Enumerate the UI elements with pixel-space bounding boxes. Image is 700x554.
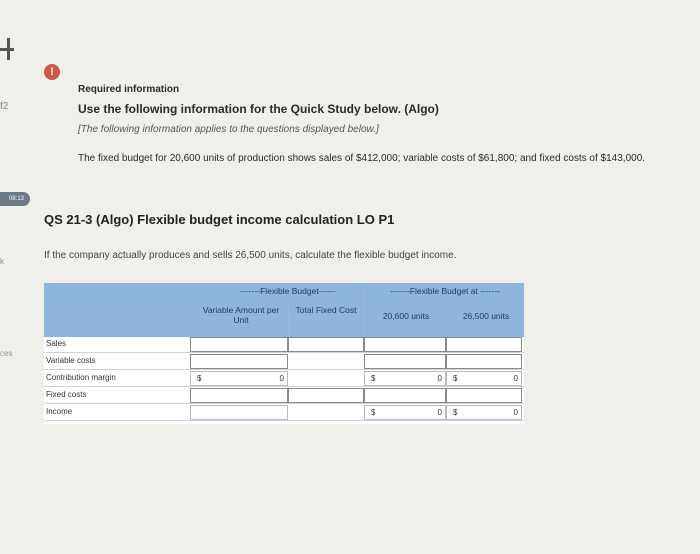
col-header-26500-units: 26,500 units	[462, 311, 510, 321]
income-20600-cell	[364, 405, 446, 420]
dollar-sign: $	[371, 374, 376, 383]
sidebar-fragment: k	[0, 257, 4, 266]
cell-value: 0	[513, 374, 518, 383]
cell-value: 0	[279, 374, 284, 383]
fixed-costs-20600-input[interactable]	[364, 388, 446, 403]
header-divider	[446, 301, 447, 337]
flexible-budget-table	[44, 283, 524, 424]
group-header-flexible-budget: -------Flexible Budget------	[240, 286, 336, 296]
header-divider	[364, 283, 365, 337]
variable-costs-variable-input[interactable]	[190, 354, 288, 369]
row-label: Fixed costs	[46, 390, 87, 399]
row-label: Contribution margin	[46, 373, 116, 382]
fixed-costs-fixed-input[interactable]	[288, 388, 364, 403]
cell-value: 0	[437, 408, 442, 417]
dollar-sign: $	[371, 408, 376, 417]
variable-costs-26500-input[interactable]	[446, 354, 522, 369]
col-header-variable-amount: Variable Amount per Unit	[202, 305, 280, 325]
question-text: If the company actually produces and sells 26,500 units, calculate the flexible budget income.	[44, 250, 457, 261]
table-row	[44, 404, 524, 421]
sales-20600-input[interactable]	[364, 337, 446, 352]
cell-value: 0	[437, 374, 442, 383]
dollar-sign: $	[197, 374, 202, 383]
sales-26500-input[interactable]	[446, 337, 522, 352]
contribution-margin-variable-cell	[190, 371, 288, 386]
table-row	[44, 387, 524, 404]
sidebar-marker-bar	[0, 48, 14, 51]
income-26500-cell	[446, 405, 522, 420]
row-label: Income	[46, 407, 73, 416]
income-variable-cell	[190, 405, 288, 420]
variable-costs-20600-input[interactable]	[364, 354, 446, 369]
col-header-total-fixed-cost: Total Fixed Cost	[295, 305, 357, 315]
required-information-heading: Required information	[78, 84, 180, 95]
info-note: [The following information applies to the questions displayed below.]	[78, 124, 379, 135]
header-divider	[288, 301, 289, 337]
fixed-costs-26500-input[interactable]	[446, 388, 522, 403]
sidebar-time-badge: 08:13	[0, 192, 30, 206]
row-label: Sales	[46, 339, 67, 348]
sidebar-fragment-2: ces	[0, 349, 13, 358]
info-subtitle: Use the following information for the Quick Study below. (Algo)	[78, 102, 439, 116]
table-row	[44, 336, 524, 353]
table-row	[44, 353, 524, 370]
dollar-sign: $	[453, 408, 458, 417]
question-title: QS 21-3 (Algo) Flexible budget income calculation LO P1	[44, 212, 395, 227]
sales-fixed-input[interactable]	[288, 337, 364, 352]
sidebar-number[interactable]: f2	[0, 101, 9, 112]
group-header-flexible-budget-at: -------Flexible Budget at -------	[389, 286, 501, 296]
contribution-margin-20600-cell	[364, 371, 446, 386]
header-divider	[190, 301, 191, 337]
alert-circle-icon: !	[44, 64, 60, 80]
col-header-20600-units: 20,600 units	[382, 311, 430, 321]
contribution-margin-26500-cell	[446, 371, 522, 386]
fixed-costs-variable-input[interactable]	[190, 388, 288, 403]
info-body: The fixed budget for 20,600 units of production shows sales of $412,000; variable costs of $61,800; and fixed costs of $143,000.	[78, 153, 646, 164]
dollar-sign: $	[453, 374, 458, 383]
cell-value: 0	[513, 408, 518, 417]
sales-variable-input[interactable]	[190, 337, 288, 352]
table-row	[44, 370, 524, 387]
row-label: Variable costs	[46, 356, 96, 365]
